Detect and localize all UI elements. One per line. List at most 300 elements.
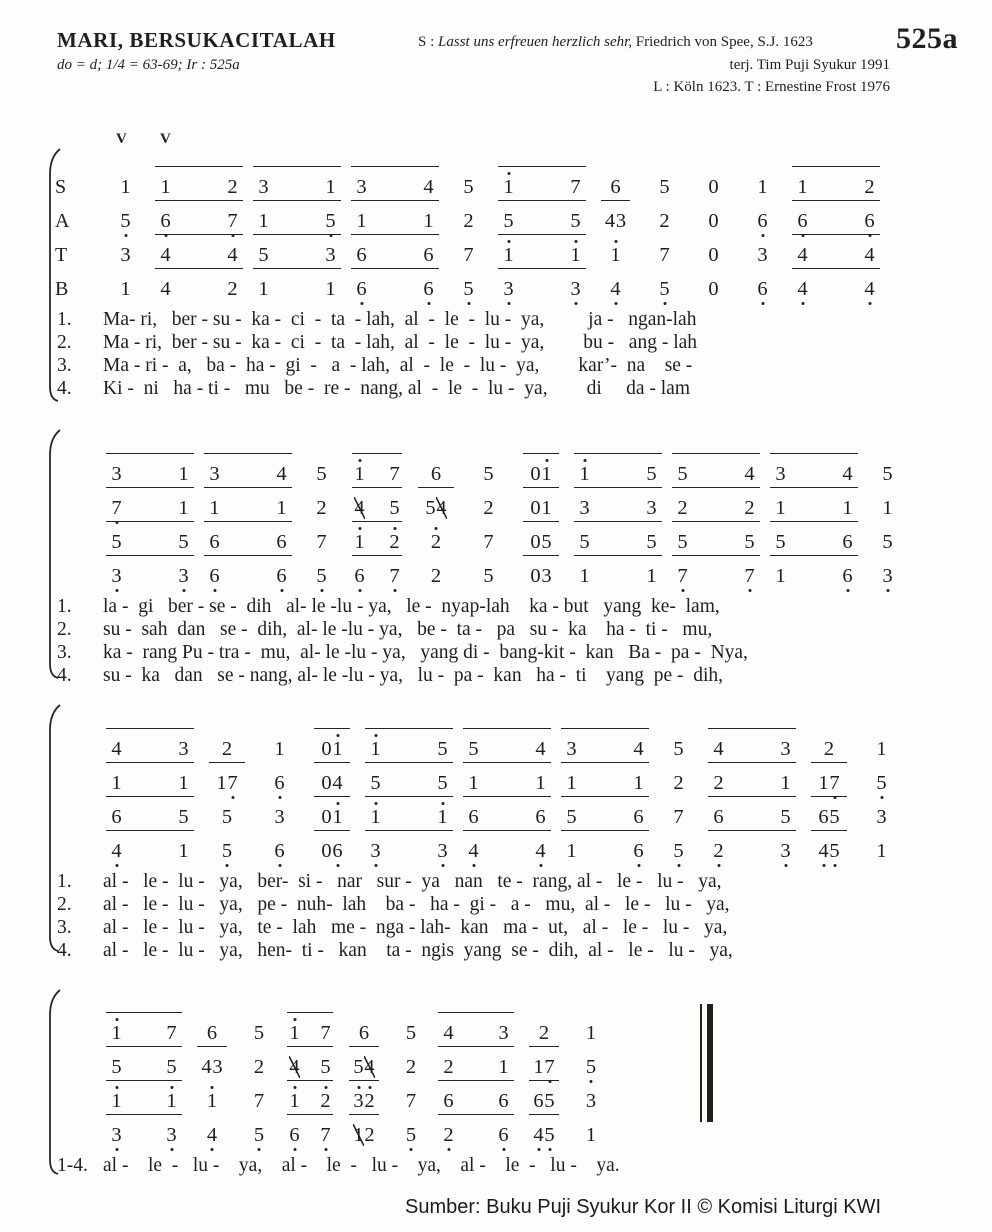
note-digit: 5 [120,210,131,232]
note-digit: 5 [389,497,400,519]
voice-row-s [55,1010,620,1044]
note-cell [435,1122,517,1146]
note-cell [152,208,246,232]
note-digit: 7 [389,565,400,587]
note-cell [257,736,302,760]
note-cell [593,276,638,300]
note-digit: 5 [503,210,514,232]
note-digit: 7 [673,806,684,828]
note-digit: 3 [178,738,189,760]
note-digit: 6 [111,806,122,828]
note-digit: 5 [566,806,577,828]
note-cell [257,838,302,862]
note-cell [691,276,736,300]
note-cell [410,495,462,519]
voice-row-b [55,553,914,587]
note-cell [201,736,253,760]
note-digit: 1 [274,738,285,760]
note-digit: 2 [389,531,400,553]
note-cell [460,736,554,760]
voice-label: T [55,244,68,266]
music-system-2 [55,437,914,687]
note-digit: 1 [325,176,336,198]
note-digit: 5 [221,806,233,828]
note-digit: 6 [797,210,808,232]
note-digit: 1 [503,244,514,266]
note-digit: 4 [818,840,829,862]
note-cell [466,529,511,553]
voice-row-t [55,232,887,266]
note-cell [460,770,554,794]
note-digit: 5 [111,1056,122,1078]
note-digit: 2 [677,497,688,519]
note-cell [306,838,358,862]
note-cell [189,1020,235,1044]
note-digit: 4 [354,497,365,519]
note-cell [391,1122,431,1146]
note-digit: 2 [320,1090,331,1112]
note-digit: 3 [757,244,768,266]
note-digit: 4 [227,244,238,266]
note-digit: 6 [356,244,367,266]
voice-row-b [55,266,887,300]
note-digit: 5 [468,738,479,760]
note-digit: 1 [354,463,365,485]
voice-row-s [55,726,908,760]
note-digit: 4 [842,463,853,485]
note-digit: 3 [437,840,448,862]
note-digit: 2 [864,176,875,198]
note-cell [642,174,687,198]
note-digit: 1 [178,463,189,485]
note-digit: 6 [423,244,434,266]
note-digit: 3 [111,463,122,485]
note-cell [705,838,799,862]
note-digit: 1 [882,497,893,519]
lyric-line [55,641,914,664]
note-cell [103,461,197,485]
note-digit: 6 [498,1090,509,1112]
note-cell [740,174,785,198]
note-digit: 1 [120,278,131,300]
note-cell [201,563,295,587]
note-cell [103,174,148,198]
note-digit: 3 [498,1022,509,1044]
note-digit: 1 [325,278,336,300]
music-system-1 [55,150,887,400]
note-cell [103,1088,185,1112]
note-cell [103,1054,185,1078]
note-digit: 2 [443,1124,454,1146]
note-cell [189,1054,235,1078]
note-cell [362,736,456,760]
source-composer: Friedrich von Spee, S.J. 1623 [632,34,813,50]
lyric-text: Ma - ri - a, ba - ha - gi - a - lah, al - le - lu - ya, kar’- na se - [103,355,693,376]
note-digit: 2 [443,1056,454,1078]
note-digit: 7 [227,772,238,794]
verse-number: 4. [57,665,72,686]
lyric-text: al - le - lu - ya, al - le - lu - ya, al - le - lu - ya. [103,1155,620,1176]
note-digit: 5 [677,463,688,485]
lyric-line [55,595,914,618]
note-digit: 5 [178,806,189,828]
note-digit: 1 [876,840,887,862]
note-digit: 5 [829,806,840,828]
note-digit: 5 [673,840,684,862]
note-cell [435,1088,517,1112]
note-digit: 4 [364,1056,375,1078]
note-digit: 2 [463,210,474,232]
note-digit: 1 [111,1090,122,1112]
note-digit: 5 [673,738,684,760]
note-digit: 0 [708,244,719,266]
note-rows [55,437,914,587]
note-digit: 1 [423,210,434,232]
note-digit: 4 [864,278,875,300]
note-cell [669,495,763,519]
note-cell [466,495,511,519]
note-cell [152,276,246,300]
verse-number: 2. [57,894,72,915]
translation-credit: terj. Tim Puji Syukur 1991 [729,57,890,73]
verse-number: 2. [57,619,72,640]
note-digit: 7 [570,176,581,198]
verse-number: 1. [57,871,72,892]
note-cell [348,495,406,519]
note-digit: 2 [713,840,724,862]
note-cell [201,770,253,794]
note-cell [571,1122,611,1146]
note-digit: 5 [541,531,552,553]
note-digit: 6 [209,531,220,553]
note-digit: 1 [780,772,791,794]
note-cell [239,1054,279,1078]
verse-number: 4. [57,940,72,961]
note-digit: 6 [289,1124,300,1146]
hymn-number: 525a [896,22,958,55]
note-digit: 1 [775,565,786,587]
lyric-text: su - ka dan se - nang, al- le -lu - ya, lu - pa - kan ha - ti yang pe - dih, [103,665,724,686]
note-cell [446,208,491,232]
note-cell [103,770,197,794]
note-cell [348,208,442,232]
note-digit: 5 [425,497,436,519]
note-digit: 6 [274,772,285,794]
note-cell [571,461,665,485]
note-digit: 7 [463,244,474,266]
note-digit: 3 [503,278,514,300]
tune-text-credit: L : Köln 1623. T : Ernestine Frost 1976 [653,79,890,95]
note-cell [283,1054,337,1078]
note-cell [348,242,442,266]
note-digit: 6 [358,1022,370,1044]
note-digit: 6 [633,840,644,862]
note-digit: 5 [882,463,893,485]
note-digit: 1 [276,497,287,519]
music-system-4 [55,996,620,1177]
lyric-text: su - sah dan se - dih, al- le -lu - ya, be - ta - pa su - ka ha - ti - mu, [103,619,713,640]
note-digit: 4 [332,772,343,794]
verse-number: 1-4. [57,1155,88,1176]
lyric-text: al - le - lu - ya, te - lah me - nga - lah- kan ma - ut, al - le - lu - ya, [103,917,728,938]
note-digit: 1 [289,1022,300,1044]
note-digit: 1 [206,1090,218,1112]
note-cell [767,563,861,587]
note-digit: 4 [797,278,808,300]
note-cell [558,804,652,828]
note-cell [656,770,701,794]
note-cell [767,495,861,519]
note-digit: 1 [646,565,657,587]
note-digit: 3 [876,806,887,828]
note-cell [495,174,589,198]
note-cell [691,208,736,232]
lyric-line [55,618,914,641]
note-cell [642,242,687,266]
voice-row-s [55,451,914,485]
note-digit: 6 [633,806,644,828]
note-cell [571,529,665,553]
lyric-line [55,893,908,916]
voice-label: S [55,176,67,198]
note-digit: 4 [111,840,122,862]
note-digit: 3 [111,565,122,587]
note-cell [348,529,406,553]
note-cell [239,1122,279,1146]
note-digit: 3 [356,176,367,198]
note-digit: 3 [370,840,381,862]
note-cell [571,563,665,587]
note-cell [201,461,295,485]
note-digit: 3 [615,210,627,232]
note-rows [55,712,908,862]
note-cell [189,1088,235,1112]
note-cell [283,1122,337,1146]
source-line [418,34,890,51]
note-digit: 6 [757,278,768,300]
note-cell [257,804,302,828]
note-rows [55,150,887,300]
note-digit: 0 [708,210,719,232]
note-cell [705,770,799,794]
note-digit: 6 [206,1022,218,1044]
note-digit: 1 [178,497,189,519]
note-digit: 0 [321,840,332,862]
note-digit: 5 [659,278,670,300]
note-cell [103,1122,185,1146]
note-digit: 6 [498,1124,509,1146]
note-digit: 4 [744,463,755,485]
note-digit: 2 [430,531,442,553]
note-digit: 5 [353,1056,364,1078]
note-digit: 7 [405,1090,417,1112]
note-digit: 5 [483,463,494,485]
note-cell [740,276,785,300]
note-cell [593,208,638,232]
note-digit: 0 [530,565,541,587]
note-cell [789,242,883,266]
note-digit: 2 [823,738,835,760]
note-digit: 7 [316,531,327,553]
note-digit: 6 [818,806,829,828]
note-digit: 5 [166,1056,177,1078]
lyric-text: al - le - lu - ya, pe - nuh- lah ba - ha - gi - a - mu, al - le - lu - ya, [103,894,730,915]
note-cell [348,461,406,485]
note-digit: 1 [503,176,514,198]
note-digit: 6 [713,806,724,828]
note-cell [656,804,701,828]
note-digit: 3 [541,565,552,587]
note-digit: 0 [530,497,541,519]
note-cell [362,838,456,862]
note-digit: 5 [659,176,670,198]
note-digit: 0 [708,176,719,198]
lyric-line [55,377,887,400]
note-cell [789,208,883,232]
note-digit: 5 [544,1090,555,1112]
note-digit: 4 [713,738,724,760]
note-cell [201,495,295,519]
note-cell [705,736,799,760]
note-digit: 7 [829,772,840,794]
note-cell [466,461,511,485]
note-digit: 2 [253,1056,265,1078]
note-cell [103,563,197,587]
lyric-line [55,939,908,962]
note-digit: 4 [289,1056,300,1078]
note-digit: 5 [463,176,474,198]
note-digit: 7 [744,565,755,587]
note-cell [348,563,406,587]
voice-label: A [55,210,70,232]
note-digit: 0 [321,738,332,760]
voice-row-a [55,1044,620,1078]
note-digit: 6 [276,531,287,553]
note-digit: 3 [780,840,791,862]
note-cell [558,736,652,760]
note-cell [103,242,148,266]
note-digit: 1 [533,1056,544,1078]
note-cell [201,529,295,553]
music-system-3 [55,712,908,962]
note-cell [446,174,491,198]
note-digit: 5 [876,772,887,794]
note-digit: 1 [178,772,189,794]
note-cell [705,804,799,828]
note-cell [859,770,904,794]
note-cell [558,838,652,862]
lyric-text: la - gi ber - se - dih al- le -lu - ya, le - nyap-lah ka - but yang ke- lam, [103,596,720,617]
note-digit: 4 [276,463,287,485]
note-digit: 5 [178,531,189,553]
final-barline [700,1004,715,1122]
note-cell [571,1088,611,1112]
note-digit: 3 [325,244,336,266]
note-digit: 2 [364,1090,375,1112]
note-digit: 7 [227,210,238,232]
note-digit: 1 [166,1090,177,1112]
note-rows [55,996,620,1146]
lyric-line [55,331,887,354]
note-cell [201,804,253,828]
note-digit: 1 [633,772,644,794]
note-cell [521,1054,567,1078]
lyric-text: ka - rang Pu - tra - mu, al- le -lu - ya, yang di - bang-kit - kan Ba - pa - Nya, [103,642,748,663]
note-digit: 3 [585,1090,597,1112]
note-digit: 6 [209,565,220,587]
note-cell [152,174,246,198]
note-cell [669,563,763,587]
note-cell [103,736,197,760]
note-cell [250,174,344,198]
note-digit: 3 [212,1056,223,1078]
note-digit: 1 [566,840,577,862]
note-cell [642,276,687,300]
note-digit: 1 [541,463,552,485]
note-cell [341,1122,387,1146]
note-digit: 6 [423,278,434,300]
note-digit: 2 [430,565,442,587]
note-digit: 1 [535,772,546,794]
note-cell [410,563,462,587]
lyrics-block [55,308,887,400]
source-attribution: Sumber: Buku Puji Syukur Kor II © Komisi Liturgi KWI [405,1196,882,1218]
note-cell [362,770,456,794]
note-digit: 5 [316,565,327,587]
note-digit: 1 [289,1090,300,1112]
note-cell [571,1020,611,1044]
note-digit: 4 [436,497,447,519]
note-cell [521,1088,567,1112]
verse-number: 3. [57,642,72,663]
voice-row-b [55,1112,620,1146]
lyric-text: Ki - ni ha - ti - mu be - re - nang, al - le - lu - ya, di da - lam [103,378,691,399]
note-digit: 5 [483,565,494,587]
note-cell [410,529,462,553]
note-digit: 4 [533,1124,544,1146]
note-digit: 4 [468,840,479,862]
note-digit: 4 [443,1022,454,1044]
note-digit: 1 [258,278,269,300]
note-digit: 1 [437,806,448,828]
note-digit: 2 [483,497,494,519]
note-digit: 4 [535,840,546,862]
note-digit: 5 [258,244,269,266]
note-digit: 5 [437,738,448,760]
note-digit: 0 [321,806,332,828]
note-cell [410,461,462,485]
note-cell [103,838,197,862]
note-cell [103,208,148,232]
note-cell [691,242,736,266]
breath-mark: V [116,131,128,147]
note-cell [435,1054,517,1078]
note-cell [239,1020,279,1044]
lyric-text: Ma- ri, ber - su - ka - ci - ta - lah, al - le - lu - ya, ja - ngan-lah [103,309,697,330]
note-cell [299,495,344,519]
note-cell [691,174,736,198]
voice-row-t [55,794,908,828]
note-cell [656,838,701,862]
note-cell [446,242,491,266]
note-cell [189,1122,235,1146]
lyrics-block [55,595,914,687]
note-cell [391,1054,431,1078]
note-cell [460,838,554,862]
note-cell [865,529,910,553]
note-digit: 1 [585,1124,597,1146]
note-cell [803,804,855,828]
